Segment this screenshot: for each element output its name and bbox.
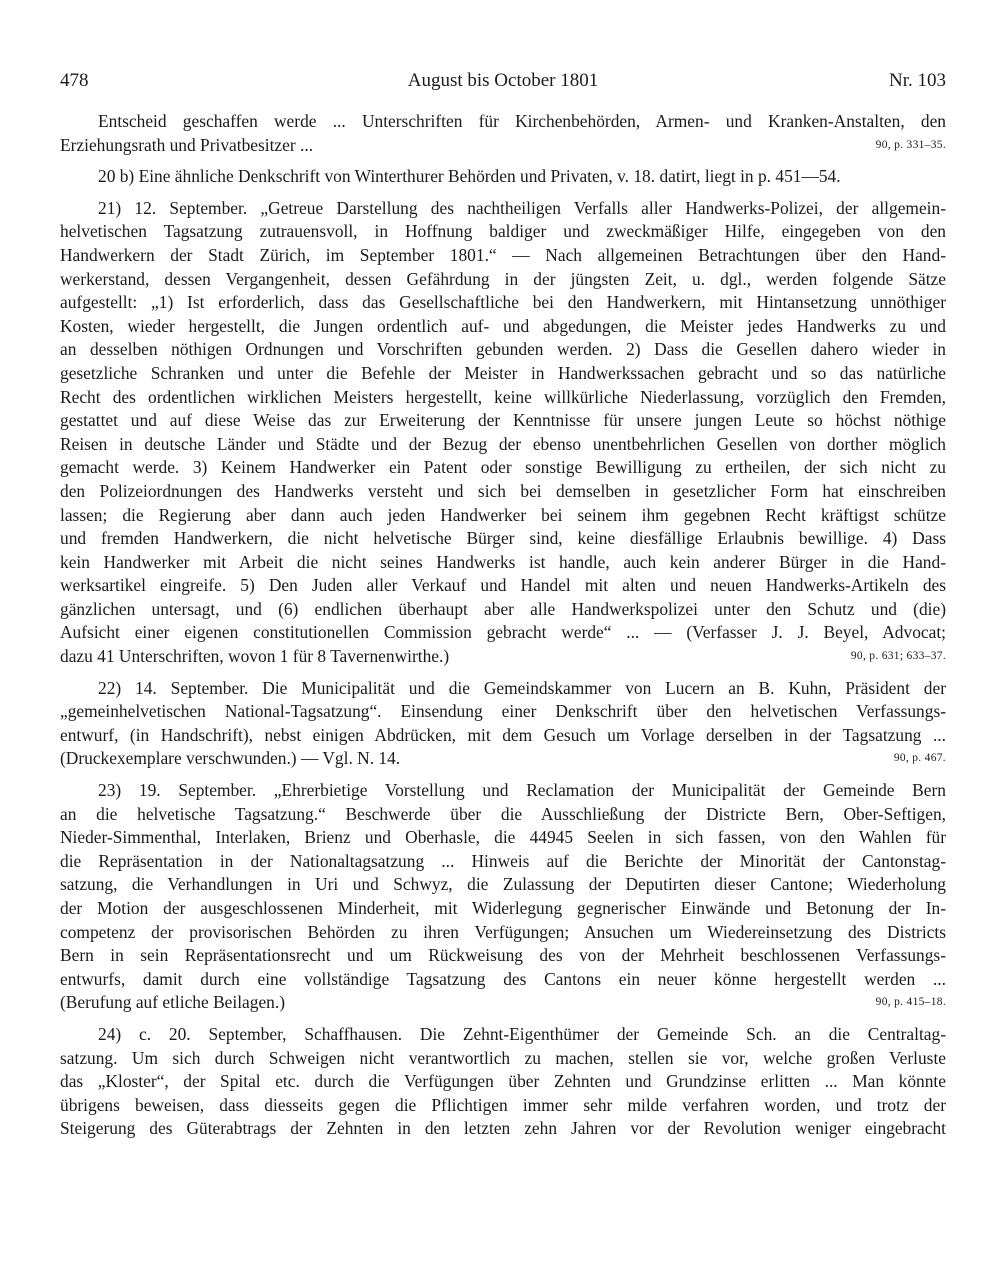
text-line-last xyxy=(60,134,946,158)
text-line: Kosten, wieder hergestellt, die Jungen ordentlich auf- und abgedungen, die Meister jedes Handwerks zu und xyxy=(60,315,946,336)
text-line: der Motion der ausgeschlossenen Minderheit, mit Widerlegung gegnerischer Einwände und Betonung der In- xyxy=(60,898,946,918)
text-line: und fremden Handwerkern, die nicht helvetische Bürger sind, keine diesfällige Erlaubnis bewillige. 4) Dass xyxy=(60,528,946,549)
text-line: gesetzliche Schranken und unter die Befehle der Meister in Handwerkssachen gebracht und so das natürliche xyxy=(60,362,946,383)
text-line: „gemeinhelvetischen National-Tagsatzung“. Einsendung einer Denkschrift über den helvetischen Verfassungs- xyxy=(60,701,946,722)
source-reference: 90, p. 631; 633–37. xyxy=(850,650,946,663)
page-number: 478 xyxy=(60,70,89,91)
text-line-content: (Druckexemplare verschwunden.) — Vgl. N. 14. xyxy=(60,748,401,769)
entry-1 xyxy=(60,110,946,157)
text-line: satzung. Um sich durch Schweigen nicht verantwortlich zu machen, stellen sie vor, welche großen Verluste xyxy=(60,1047,946,1068)
text-line: 24) c. 20. September, Schaffhausen. Die Zehnt-Eigenthümer der Gemeinde Sch. an die Centraltag- xyxy=(98,1023,946,1044)
text-line: den Polizeiordnungen des Handwerks versteht und sich bei demselben in gesetzlicher Form hat einschreiben xyxy=(60,480,946,501)
text-line: helvetischen Tagsatzung zutrauensvoll, in Hoffnung baldiger und zweckmäßiger Hilfe, eingegeben von den xyxy=(60,221,946,242)
text-line: Reisen in deutsche Länder und Städte und der Bezug der ebenso unentbehrlichen Gesellen von dorther möglich xyxy=(60,433,946,454)
entry-2 xyxy=(60,165,946,189)
text-line: kein Handwerker mit Arbeit die nicht seines Handwerks ist handle, auch kein anderer Bürger in die Hand- xyxy=(60,551,946,572)
text-line-content: Erziehungsrath und Privatbesitzer ... xyxy=(60,134,314,155)
text-line: Recht des ordentlichen wirklichen Meisters hergestellt, keine willkürliche Niederlassung, vorzüglich den Fremden, xyxy=(60,386,946,407)
text-line: aufgestellt: „1) Ist erforderlich, dass das Gesellschaftliche bei den Handwerkern, mit Hintansetzung unnöthiger xyxy=(60,292,946,313)
text-line: Steigerung des Güterabtrags der Zehnten in den letzten zehn Jahren vor der Revolution weniger eingebracht xyxy=(60,1118,946,1139)
text-line: Entscheid geschaffen werde ... Unterschriften für Kirchenbehörden, Armen- und Kranken-Anstalten, den xyxy=(98,111,946,131)
entries xyxy=(60,110,946,1141)
text-line-content: dazu 41 Unterschriften, wovon 1 für 8 Tavernenwirthe.) xyxy=(60,646,450,667)
text-line: entwurf, (in Handschrift), nebst einigen Abdrücken, mit dem Gesuch um Vorlage derselben in der Tagsatzung ... xyxy=(60,724,946,745)
running-title: August bis October 1801 xyxy=(407,70,599,91)
entry-3 xyxy=(60,197,946,669)
text-line: übrigens beweisen, dass diesseits gegen die Pflichtigen immer sehr milde verfahren worden, und trotz der xyxy=(60,1094,946,1115)
text-line-content: 20 b) Eine ähnliche Denkschrift von Winterthurer Behörden und Privaten, v. 18. datirt, liegt in p. 451—54. xyxy=(98,166,841,187)
text-line: 23) 19. September. „Ehrerbietige Vorstellung und Reclamation der Municipalität der Gemeinde Bern xyxy=(98,780,946,801)
text-line-content: (Berufung auf etliche Beilagen.) xyxy=(60,992,286,1013)
text-line: gänzlichen untersagt, und (6) endlichen überhaupt aber alle Handwerkspolizei unter den Schutz und (die) xyxy=(60,598,946,619)
text-line-last xyxy=(60,991,946,1015)
text-line: Bern in sein Repräsentationsrecht und um Rückweisung des von der Mehrheit beschlossenen Verfassungs- xyxy=(60,945,946,966)
text-line: an die helvetische Tagsatzung.“ Beschwerde über die Ausschließung der Districte Bern, Ober-Seftigen, xyxy=(60,803,946,824)
text-line: werkerstand, dessen Vergangenheit, dessen Gefährdung in der jüngsten Zeit, u. dgl., werden folgende Sätze xyxy=(60,268,946,289)
document-page xyxy=(60,70,946,1149)
text-line-last xyxy=(60,165,946,189)
text-line: 21) 12. September. „Getreue Darstellung des nachtheiligen Verfalls aller Handwerks-Polizei, der allgemein- xyxy=(98,197,946,218)
entry-5 xyxy=(60,779,946,1015)
text-line: competenz der provisorischen Behörden zu ihren Verfügungen; Ansuchen um Wiedereinsetzung des Districts xyxy=(60,921,946,942)
text-line: Nieder-Simmenthal, Interlaken, Brienz und Oberhasle, die 44945 Seelen in sich fassen, von den Wahlen für xyxy=(60,827,946,848)
text-line: 22) 14. September. Die Municipalität und die Gemeindskammer von Lucern an B. Kuhn, Präsident der xyxy=(98,677,946,698)
text-line: lassen; die Regierung aber dann auch jeden Handwerker bei seinem ihm gegebnen Recht kräftigst schütze xyxy=(60,504,946,525)
source-reference: 90, p. 415–18. xyxy=(875,996,946,1009)
text-line: das „Kloster“, der Spital etc. durch die Verfügungen über Zehnten und Grundzinse erlitten ... Man könnte xyxy=(60,1071,946,1092)
text-line: die Repräsentation in der Nationaltagsatzung ... Hinweis auf die Berichte der Minorität der Cantonstag- xyxy=(60,850,946,871)
text-line: Aufsicht einer eigenen constitutionellen Commission gebracht werde“ ... — (Verfasser J. J. Beyel, Advocat; xyxy=(60,622,946,643)
document-number: Nr. 103 xyxy=(889,70,946,91)
text-line-last xyxy=(60,645,946,669)
text-line: werksartikel eingreife. 5) Den Juden aller Verkauf und Handel mit alten und neuen Handwerks-Artikeln des xyxy=(60,575,946,596)
text-line: gestattet und auf diese Weise das zur Erweiterung der Kenntnisse für unsere jungen Leute so höchst nöthige xyxy=(60,410,946,431)
source-reference: 90, p. 331–35. xyxy=(875,138,946,151)
text-line: entwurfs, damit durch eine vollständige Tagsatzung des Cantons ein neuer könne hergestellt werden ... xyxy=(60,968,946,989)
entry-6 xyxy=(60,1023,946,1141)
running-head xyxy=(60,70,946,100)
entry-4 xyxy=(60,677,946,771)
text-line-last xyxy=(60,747,946,771)
source-reference: 90, p. 467. xyxy=(893,752,946,765)
text-line: satzung, die Verhandlungen in Uri und Schwyz, die Zulassung der Deputirten dieser Cantone; Wiederholung xyxy=(60,874,946,895)
text-line: Handwerkern der Stadt Zürich, im September 1801.“ — Nach allgemeinen Betrachtungen über den Hand- xyxy=(60,244,946,265)
text-line: an desselben nöthigen Ordnungen und Vorschriften gebunden werden. 2) Dass die Gesellen dahero wieder in xyxy=(60,339,946,360)
text-line: gemacht werde. 3) Keinem Handwerker ein Patent oder sonstige Bewilligung zu ertheilen, der sich nicht zu xyxy=(60,457,946,478)
